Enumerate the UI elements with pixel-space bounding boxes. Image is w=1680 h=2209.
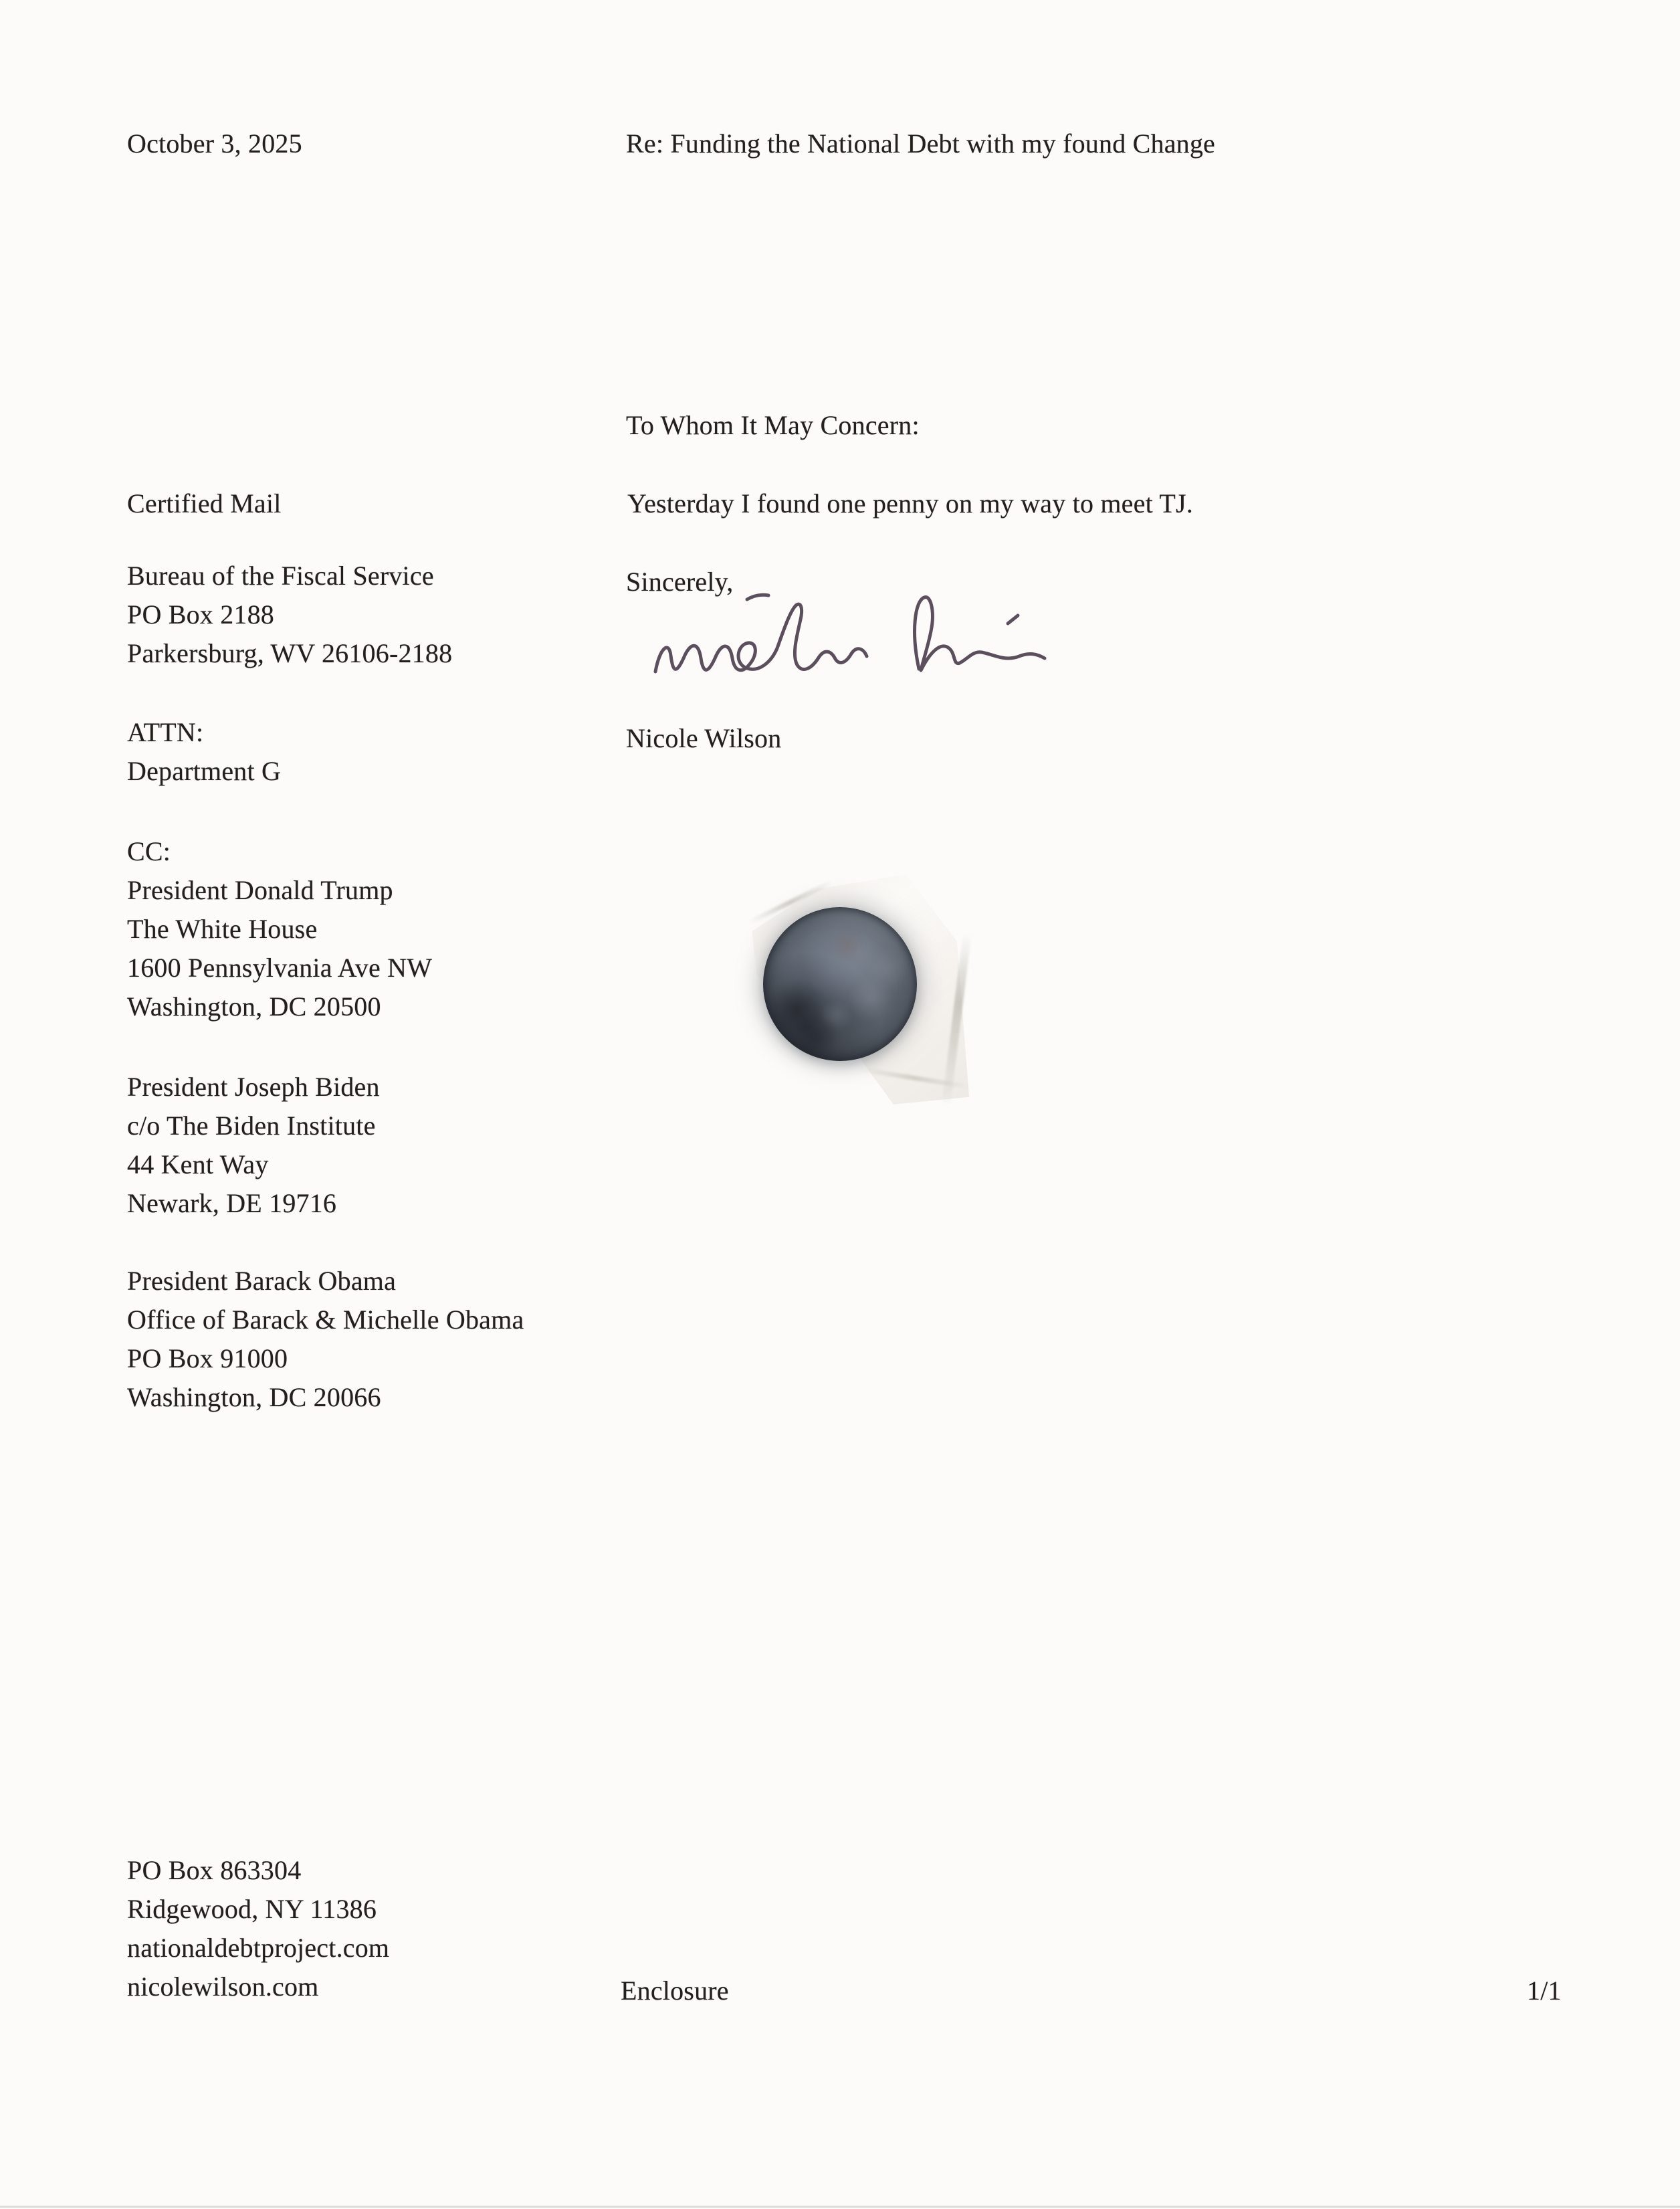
cc-block-trump	[127, 832, 432, 1026]
cc-line: President Barack Obama	[127, 1266, 397, 1296]
subject-line: Re: Funding the National Debt with my found Change	[626, 128, 1215, 159]
recipient-address-line: Parkersburg, WV 26106-2188	[127, 638, 453, 668]
sender-address	[127, 1851, 389, 2006]
body-sentence: Yesterday I found one penny on my way to meet TJ.	[627, 488, 1193, 518]
recipient-address	[127, 557, 452, 673]
signature-stroke-macron	[747, 595, 768, 599]
enclosure-label: Enclosure	[621, 1976, 729, 2006]
cc-line: 44 Kent Way	[127, 1149, 269, 1179]
attn-line: ATTN:	[127, 717, 204, 747]
recipient-address-line: Bureau of the Fiscal Service	[127, 561, 434, 591]
mail-method: Certified Mail	[127, 488, 282, 518]
attn-line: Department G	[127, 756, 282, 786]
letter-date: October 3, 2025	[127, 128, 302, 159]
cc-line: President Donald Trump	[127, 875, 393, 905]
scan-edge-artifact	[0, 2206, 1680, 2208]
cc-line: President Joseph Biden	[127, 1072, 380, 1102]
cc-line: 1600 Pennsylvania Ave NW	[127, 953, 433, 983]
cc-line: Washington, DC 20500	[127, 991, 381, 1022]
handwritten-signature	[635, 583, 1077, 724]
cc-line: The White House	[127, 914, 318, 944]
signer-name: Nicole Wilson	[626, 723, 782, 753]
cc-line: Washington, DC 20066	[127, 1382, 381, 1412]
salutation: To Whom It May Concern:	[626, 410, 920, 440]
sender-address-line: nicolewilson.com	[127, 1972, 319, 2002]
sender-address-line: nationaldebtproject.com	[127, 1933, 390, 1963]
signature-stroke-main	[655, 604, 867, 672]
sender-address-line: PO Box 863304	[127, 1855, 302, 1885]
cc-line: PO Box 91000	[127, 1343, 288, 1373]
cc-block-biden	[127, 1068, 380, 1223]
penny-coin	[763, 907, 917, 1061]
cc-block-obama	[127, 1262, 524, 1417]
signature-stroke-second	[915, 597, 1045, 670]
page-number: 1/1	[1527, 1976, 1562, 2006]
cc-line: CC:	[127, 836, 171, 866]
attn-block	[127, 713, 281, 791]
signature-stroke-tick	[1008, 615, 1018, 623]
cc-line: c/o The Biden Institute	[127, 1111, 376, 1141]
recipient-address-line: PO Box 2188	[127, 599, 275, 630]
sender-address-line: Ridgewood, NY 11386	[127, 1894, 377, 1924]
closing: Sincerely,	[626, 567, 734, 597]
cc-line: Office of Barack & Michelle Obama	[127, 1305, 524, 1335]
cc-line: Newark, DE 19716	[127, 1188, 337, 1218]
